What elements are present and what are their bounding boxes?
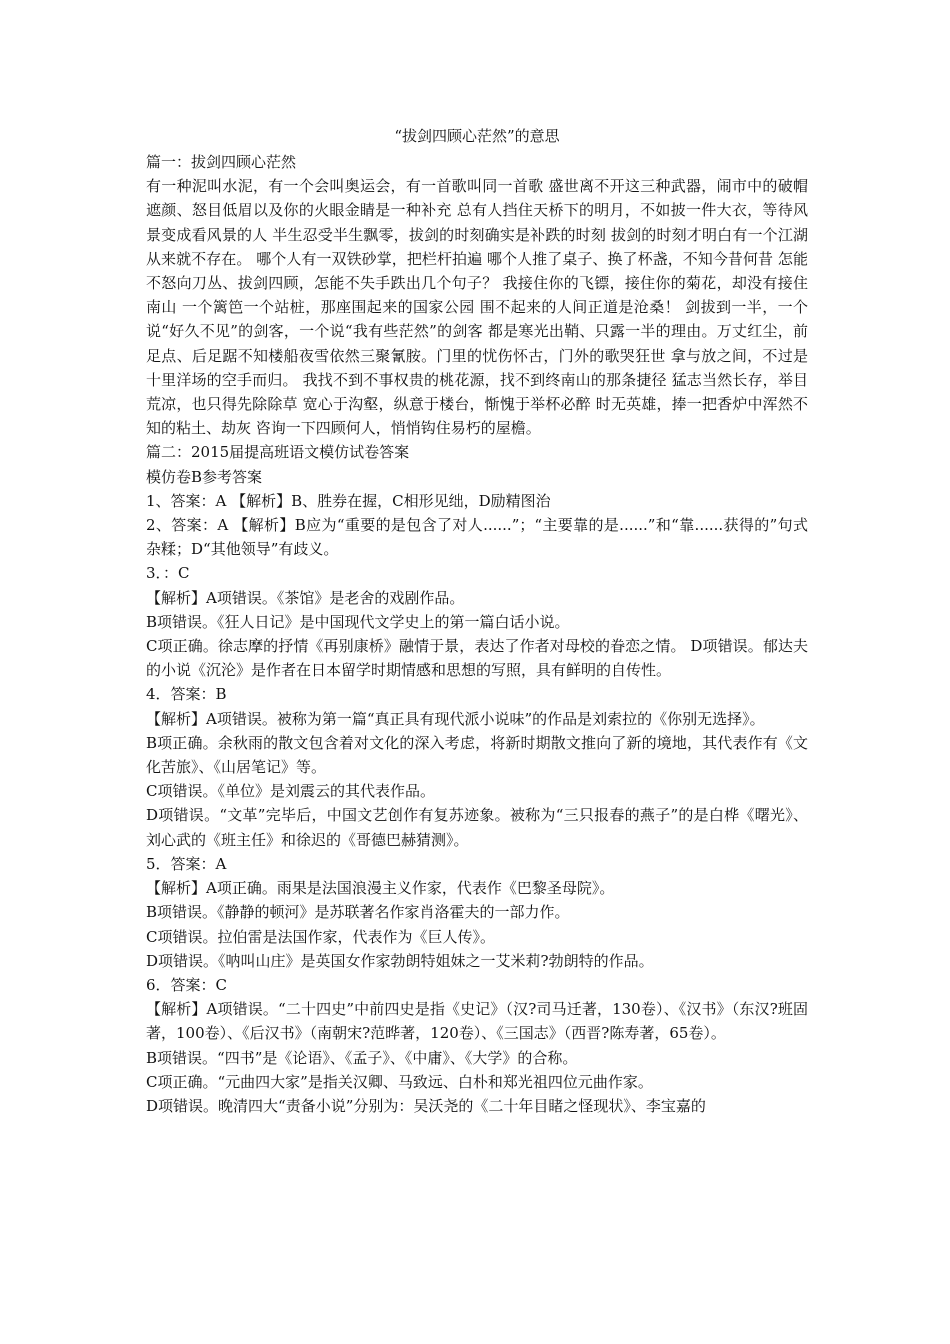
answer-item: 2、答案：A 【解析】B应为“重要的是包含了对人......”；“主要靠的是......”和“靠......获得的”句式杂糅；D“其他领导”有歧义。 (146, 516, 808, 559)
analysis-line: C项正确。徐志摩的抒情《再别康桥》融情于景，表达了作者对母校的眷恋之情。 D项错误。郁达夫的小说《沉沦》是作者在日本留学时期情感和思想的写照，具有鲜明的自传性。 (146, 637, 808, 680)
analysis-line: C项错误。拉伯雷是法国作家，代表作为《巨人传》。 (146, 927, 495, 946)
answer-item: 3．：C (146, 564, 190, 583)
answer-item: 6．答案：C (146, 975, 228, 994)
analysis-line: B项错误。《静静的顿河》是苏联著名作家肖洛霍夫的一部力作。 (146, 903, 570, 922)
paragraph: 模仿卷B参考答案 (146, 467, 263, 486)
answer-item: 1、答案：A 【解析】B、胜券在握，C相形见绌，D励精图治 (146, 491, 551, 510)
analysis-line: D项错误。“文革”完毕后，中国文艺创作有复苏迹象。被称为“三只报春的燕子”的是白桦《曙光》、刘心武的《班主任》和徐迟的《哥德巴赫猜测》。 (146, 806, 808, 849)
analysis-line: C项错误。《单位》是刘震云的其代表作品。 (146, 782, 435, 801)
analysis-line: D项错误。晚清四大“责备小说”分别为：吴沃尧的《二十年目睹之怪现状》、李宝嘉的 (146, 1096, 706, 1115)
analysis-line: 【解析】A项错误。“二十四史”中前四史是指《史记》（汉?司马迁著，130卷）、《汉书》（东汉?班固著，100卷）、《后汉书》（南朝宋?范晔著，120卷）、《三国志》（西晋?陈寿著，65卷）。 (146, 1000, 808, 1043)
answer-item: 5．答案：A (146, 854, 227, 873)
analysis-line: B项错误。《狂人日记》是中国现代文学史上的第一篇白话小说。 (146, 612, 570, 631)
document-body (146, 150, 808, 1118)
paragraph: 有一种泥叫水泥，有一个会叫奥运会，有一首歌叫同一首歌 盛世离不开这三种武器，闹市中的破帽遮颜、怒目低眉以及你的火眼金睛是一种补充 总有人挡住天桥下的明月，不如披一件大衣，等待风景变成看风景的人 半生忍受半生飘零，拔剑的时刻确实是补跌的时刻 拔剑的时刻才明白有一个江湖从来就不存在。 哪个人有一双铁砂掌，把栏杆拍遍 哪个人推了桌子、换了杯盏，不知今昔何昔 怎能不怒向刀丛、拔剑四顾，怎能不失手跌出几个句子？ 我接住你的飞镖，接住你的菊花，却没有接住南山 一个篱笆一个站桩，那座围起来的国家公园 围不起来的人间正道是沧桑！ 剑拔到一半，一个说“好久不见”的剑客，一个说“我有些茫然”的剑客 都是寒光出鞘、只露一半的理由。万丈红尘，前足点、后足踞不知楼船夜雪依然三聚氰胺。门里的忧伤怀古，门外的歌哭狂世 拿与放之间，不过是十里洋场的空手而归。 我找不到不事权贵的桃花源，找不到终南山的那条捷径 猛志当然长存，举目荒凉，也只得先除除草 宽心于沟壑，纵意于楼台，惭愧于举杯必醉 时无英雄，捧一把香炉中浑然不知的粘土、劫灰 咨询一下四顾何人，悄悄钩住易朽的屋檐。 (146, 177, 808, 438)
analysis-line: B项错误。“四书”是《论语》、《孟子》、《中庸》、《大学》的合称。 (146, 1048, 578, 1067)
document-title: “拔剑四顾心茫然”的意思 (394, 127, 560, 145)
document-page (146, 124, 808, 1118)
analysis-line: 【解析】A项错误。《茶馆》是老舍的戏剧作品。 (146, 588, 465, 607)
analysis-line: C项正确。“元曲四大家”是指关汉卿、马致远、白朴和郑光祖四位元曲作家。 (146, 1072, 653, 1091)
analysis-line: B项正确。余秋雨的散文包含着对文化的深入考虑，将新时期散文推向了新的境地，其代表作有《文化苦旅》、《山居笔记》等。 (146, 733, 808, 777)
answer-item: 4．答案：B (146, 685, 227, 704)
analysis-line: 【解析】A项错误。被称为第一篇“真正具有现代派小说味”的作品是刘索拉的《你别无选择》。 (146, 709, 765, 728)
section-heading-2: 篇二：2015届提高班语文模仿试卷答案 (146, 443, 410, 462)
analysis-line: 【解析】A项正确。雨果是法国浪漫主义作家，代表作《巴黎圣母院》。 (146, 879, 615, 898)
section-heading-1: 篇一：拔剑四顾心茫然 (146, 153, 297, 171)
analysis-line: D项错误。《呐叫山庄》是英国女作家勃朗特姐妹之一艾米莉?勃朗特的作品。 (146, 951, 654, 970)
